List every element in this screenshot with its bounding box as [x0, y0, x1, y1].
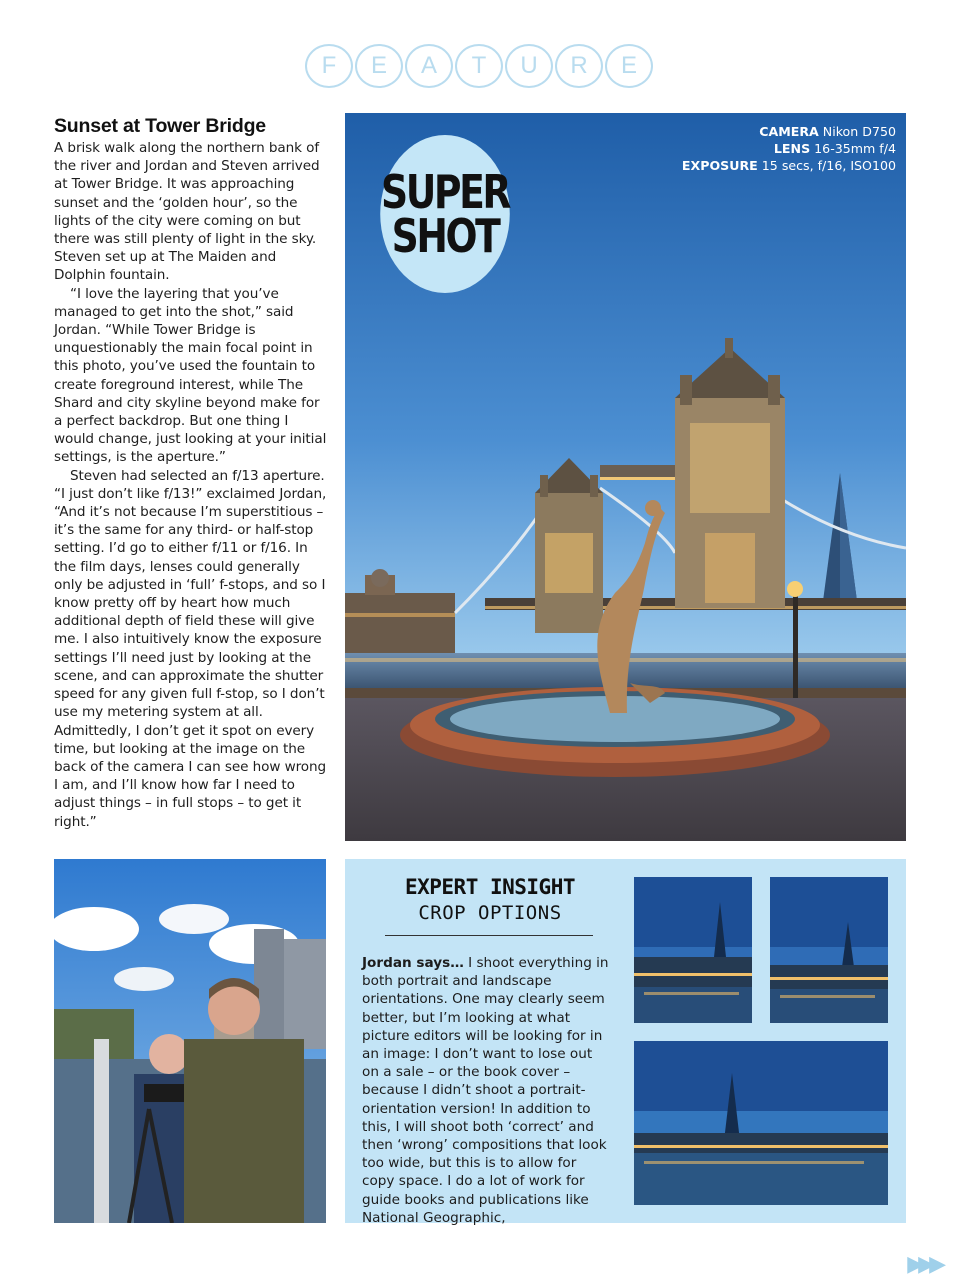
- badge-line: SHOT: [391, 209, 499, 263]
- article-column: [54, 115, 329, 831]
- feature-header: [305, 44, 655, 90]
- insight-body: [362, 954, 612, 1227]
- insight-lead: Jordan says…: [362, 955, 464, 971]
- divider: [385, 935, 593, 936]
- camera-value: Nikon D750: [822, 124, 896, 139]
- crop-thumb-portrait-wide: [634, 877, 752, 1023]
- exposure-value: 15 secs, f/16, ISO100: [761, 158, 896, 173]
- photographers-illustration: [54, 859, 326, 1223]
- lens-label: LENS: [773, 141, 811, 156]
- super-shot-badge: [380, 135, 510, 293]
- badge-line: SUPER: [381, 165, 509, 219]
- insight-text: I shoot everything in both portrait and landscape orientations. One may clearly seem better, but I’m looking at what picture editors will be looking for in an image: I don’t want to lose out on a sale – or the book cover – because I didn’t shoot a portrait-orientation version! In addition to this, I will shoot both ‘correct’ and then ‘wrong’ compositions that look too wide, but this is to allow for copy space. I do a lot of work for guide books and publications like National Geographic,: [362, 955, 609, 1226]
- crop-thumb-landscape: [634, 1041, 888, 1205]
- expert-insight-box: [345, 859, 906, 1226]
- exif-info: [682, 123, 896, 174]
- lens-value: 16-35mm f/4: [814, 141, 896, 156]
- article-paragraph: “I love the layering that you’ve managed to get into the shot,” said Jordan. “While Tower Bridge is unquestionably the main focal point in this photo, you’ve used the fountain to create foreground interest, while The Shard and city skyline beyond make for a perfect backdrop. But one thing I would change, just looking at your initial settings, is the aperture.”: [54, 285, 327, 466]
- article-title: Sunset at Tower Bridge: [54, 115, 266, 137]
- camera-label: CAMERA: [759, 124, 819, 139]
- insight-subtitle: CROP OPTIONS: [418, 902, 562, 924]
- tower-bridge-photo: [345, 113, 906, 841]
- article-paragraph: Steven had selected an f/13 aperture. “I just don’t like f/13!” exclaimed Jordan, “And it’s not because I’m superstitious – it’s the same for any third- or half-stop setting. I’d go to either f/11 or f/16. In the film days, lenses could generally only be adjusted in ‘full’ f-stops, and so I know pretty off by heart how much additional depth of field these will give me. I also intuitively know the exposure settings I’ll need just by looking at the scene, and can approximate the shutter speed for any given full f-stop, so I don’t use my metering system at all. Admittedly, I don’t get it spot on every time, but looking at the image on the back of the camera I can see how wrong I am, and I’ll know how far I need to adjust things – in full stops – to get it right.”: [54, 467, 327, 830]
- feature-letter: E: [605, 44, 653, 88]
- feature-letter: A: [405, 44, 453, 88]
- feature-letter: F: [305, 44, 353, 88]
- feature-letter: E: [355, 44, 403, 88]
- insight-title: EXPERT INSIGHT: [404, 875, 575, 899]
- photographers-photo: [54, 859, 326, 1223]
- triple-chevron-right-icon: ▶▶▶: [907, 1252, 940, 1277]
- feature-letter: R: [555, 44, 603, 88]
- feature-letter: T: [455, 44, 503, 88]
- crop-thumb-portrait-tight: [770, 877, 888, 1023]
- exposure-label: EXPOSURE: [681, 158, 758, 173]
- feature-letter: U: [505, 44, 553, 88]
- article-paragraph: A brisk walk along the northern bank of the river and Jordan and Steven arrived at Tower Bridge. It was approaching sunset and the ‘golden hour’, so the lights of the city were coming on but there was still plenty of light in the sky. Steven set up at The Maiden and Dolphin fountain.: [54, 140, 320, 284]
- insight-title-block: [361, 875, 619, 924]
